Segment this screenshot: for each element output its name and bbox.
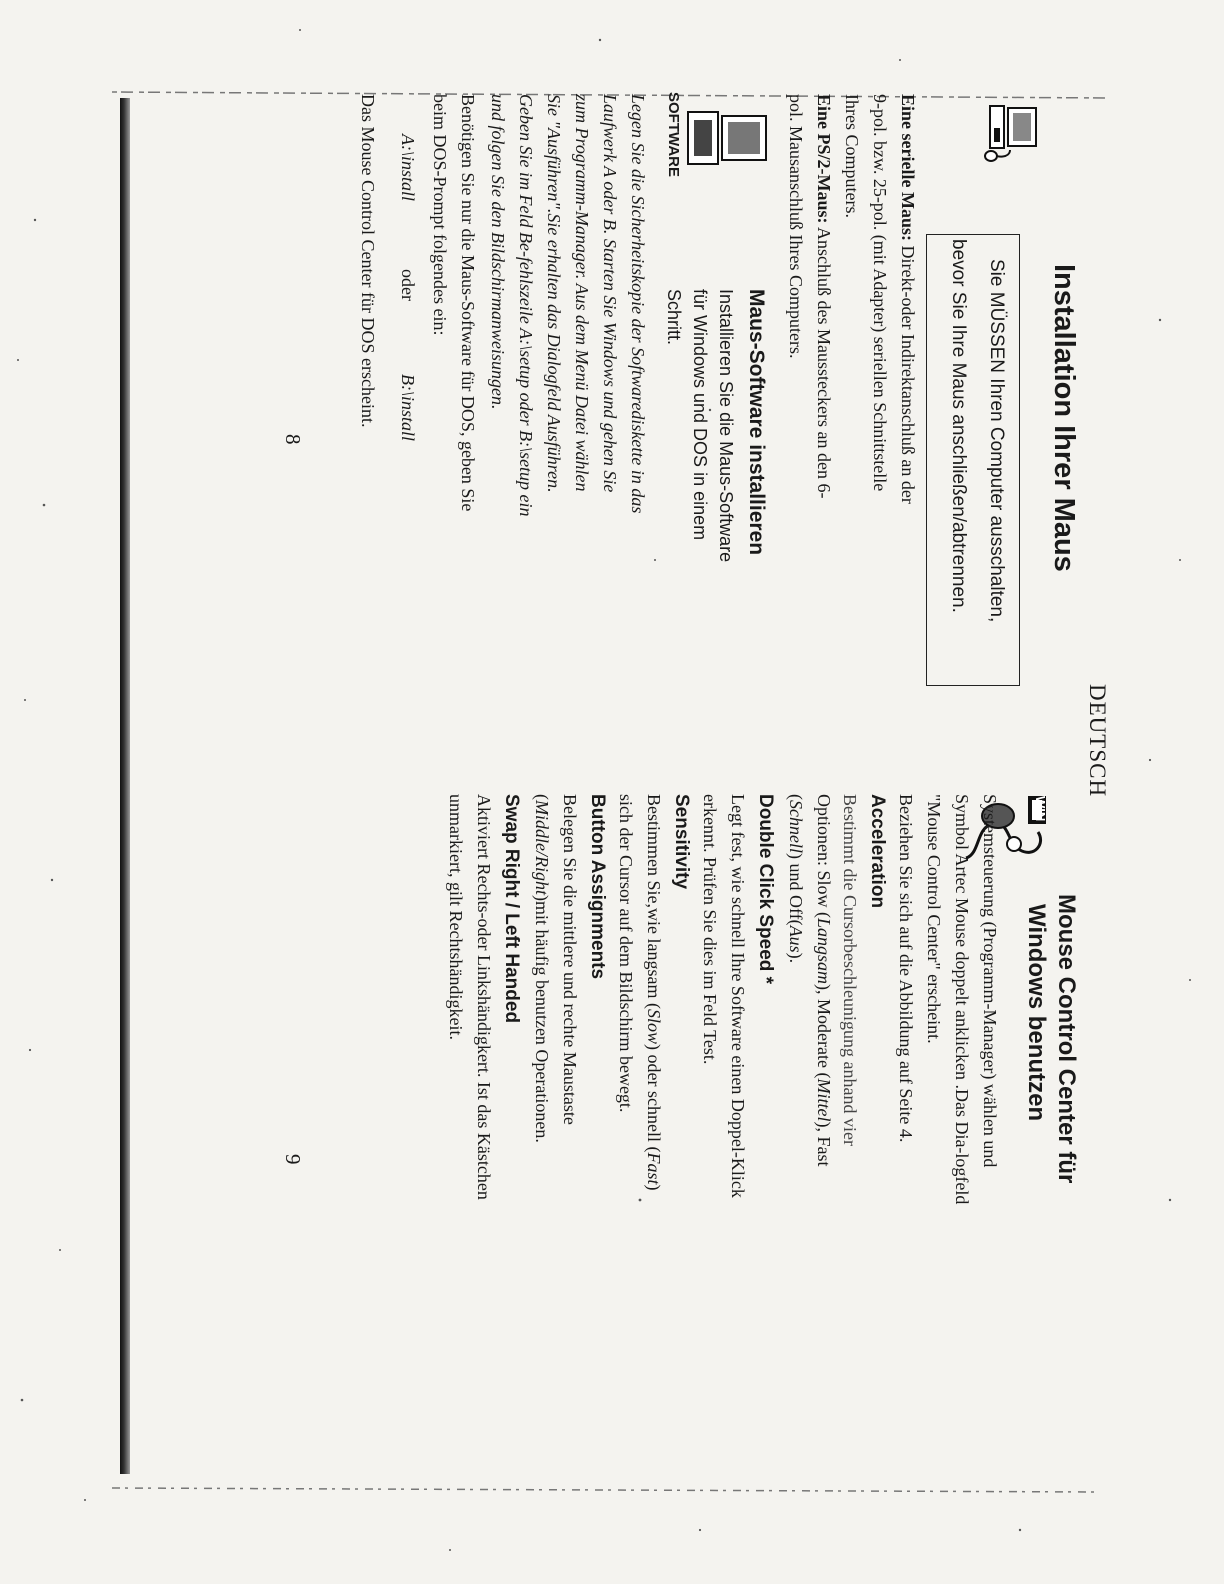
setup-text-6: und folgen Sie den Bildschirmanweisungen. (488, 94, 508, 410)
dos-text-1: Benötigen Sie nur die Maus-Software für DOS, geben Sie (458, 94, 478, 512)
setup-text-2: Laufwerk A oder B. Starten Sie Windows und gehen Sie (600, 94, 620, 493)
acceleration-line-2: Optionen: Slow (Langsam), Moderate (Mittel), Fast (814, 794, 834, 1167)
page-title-line-1: Mouse Control Center für (1053, 894, 1080, 1184)
software-heading: Maus-Software installieren (745, 289, 768, 556)
page-title: Installation Ihrer Maus (1048, 264, 1080, 572)
language-header: DEUTSCH (1085, 684, 1110, 798)
software-intro-1: Installieren Sie die Maus-Software (716, 289, 736, 563)
button-assignments-line-2: (Middle/Right)mit häufig benutzen Operationen. (532, 794, 552, 1143)
command-b: B:\install (398, 374, 418, 441)
acceleration-heading: Acceleration (867, 794, 888, 909)
serial-line-2: 9-pol. bzw. 25-pol. (mit Adapter) seriellen Schnittstelle (870, 94, 890, 492)
double-click-line-1: Legt fest, wie schnell Ihre Software einen Doppel-Klick (728, 794, 748, 1198)
page-left (132, 84, 1140, 798)
intro-line-1: Systemsteuerung (Programm-Manager) wählen und (980, 794, 1000, 1168)
sensitivity-line-1: Bestimmen Sie,wie langsam (Slow) oder schnell (Fast) (644, 794, 664, 1191)
acceleration-line-3: (Schnell) und Off(Aus). (786, 794, 806, 964)
command-a: A:\install (398, 134, 418, 201)
intro-line-2: Symbol Artec Mouse doppelt anklicken .Das Dia-logfeld (952, 794, 972, 1205)
intro-line-3: "Mouse Control Center" erscheint. (924, 794, 944, 1044)
binding-edge (120, 98, 130, 1474)
setup-text-5: Geben Sie im Feld Be-fehlszeile A:\setup oder B:\setup ein (516, 94, 536, 517)
page-title-line-2: Windows benutzen (1023, 904, 1050, 1122)
swap-line-2: unmarkiert, gilt Rechtshändigkeit. (446, 794, 466, 1040)
setup-text-4: Sie "Ausführen".Sie erhalten das Dialogfeld Ausführen. (544, 94, 564, 493)
warning-line-2: bevor Sie Ihre Maus anschließen/abtrennen. (948, 239, 969, 613)
double-click-line-2: erkennt. Prüfen Sie dies im Feld Test. (700, 794, 720, 1065)
software-label: SOFTWARE (665, 92, 682, 177)
swap-line-1: Aktiviert Rechts-oder Linkshändigkert. Ist das Kästchen (474, 794, 494, 1200)
ps2-line-2: pol. Mausanschluß Ihres Computers. (786, 94, 806, 359)
sensitivity-line-2: sich der Cursor auf dem Bildschirm bewegt. (616, 794, 636, 1113)
sensitivity-heading: Sensitivity (671, 794, 692, 890)
serial-line-1: Eine serielle Maus: Direkt-oder Indirektanschluß an der (898, 94, 918, 504)
double-click-heading: Double Click Speed * (755, 794, 776, 985)
software-disk-icon (670, 106, 770, 170)
intro-line-4: Beziehen Sie sich auf die Abbildung auf Seite 4. (896, 794, 916, 1143)
page-number: 9 (281, 1154, 305, 1165)
software-intro-3: Schritt. (664, 289, 684, 346)
dos-final-text: Das Mouse Control Center für DOS erscheint. (358, 94, 378, 428)
page-right (132, 784, 1140, 1484)
spread (132, 84, 1140, 1484)
windows-badge: WIN (1033, 796, 1048, 822)
button-assignments-heading: Button Assignments (587, 794, 608, 980)
warning-box (926, 234, 1020, 686)
setup-text-1: Legen Sie die Sicherheitskopie der Softwarediskette in das (628, 94, 648, 514)
button-assignments-line-1: Belegen Sie die mittlere und rechte Maustaste (560, 794, 580, 1125)
warning-line-1: Sie MÜSSEN Ihren Computer ausschalten, (986, 259, 1007, 623)
command-or: oder (398, 269, 418, 301)
software-intro-2: für Windows und DOS in einem (690, 289, 710, 541)
swap-heading: Swap Right / Left Handed (501, 794, 522, 1024)
setup-text-3: zum Programm-Manager. Aus dem Menü Datei wählen (572, 94, 592, 492)
computer-icon (984, 104, 1040, 164)
page-number: 8 (281, 434, 305, 445)
serial-line-3: Ihres Computers. (842, 94, 862, 218)
acceleration-line-1: Bestimmt die Cursorbeschleunigung anhand vier (840, 794, 860, 1146)
ps2-line-1: Eine PS/2-Maus: Anschluß des Maussteckers an den 6- (814, 94, 834, 499)
dos-text-2: beim DOS-Prompt folgendes ein: (430, 94, 450, 336)
